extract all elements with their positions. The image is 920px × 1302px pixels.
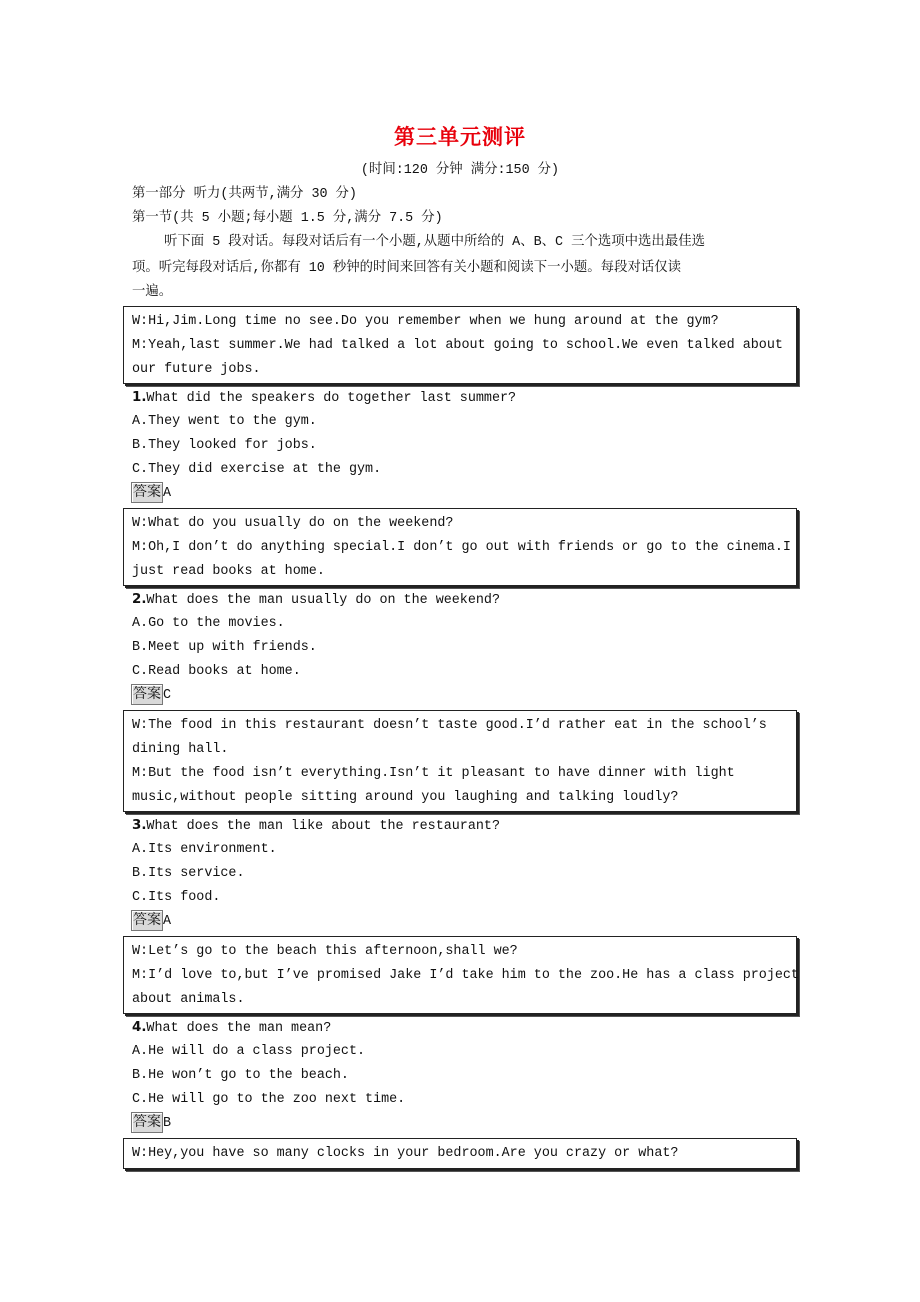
option: C.Read books at home.	[132, 664, 301, 679]
option: B.Its service.	[132, 866, 245, 881]
dialogue-box	[123, 936, 797, 1014]
instructions-line: 一遍。	[132, 285, 173, 300]
instructions-line: 项。听完每段对话后,你都有 10 秒钟的时间来回答有关小题和阅读下一小题。每段对话仅读	[132, 261, 682, 276]
page-title: 第三单元测评	[394, 125, 526, 149]
answer-value: A	[163, 486, 172, 502]
question-number: 4.	[132, 1020, 147, 1035]
option: B.Meet up with friends.	[132, 640, 317, 655]
answer-row	[131, 684, 171, 708]
dialogue-box	[123, 710, 797, 812]
dialogue-line: W:The food in this restaurant doesn’t taste good.I’d rather eat in the school’s	[132, 718, 767, 733]
option: A.Its environment.	[132, 842, 277, 857]
dialogue-line: M:Yeah,last summer.We had talked a lot about going to school.We even talked about	[132, 338, 783, 353]
question-number: 3.	[132, 818, 147, 833]
dialogue-box	[123, 1138, 797, 1169]
section-heading: 第一节(共 5 小题;每小题 1.5 分,满分 7.5 分)	[132, 211, 443, 226]
option: C.They did exercise at the gym.	[132, 462, 382, 477]
option: A.Go to the movies.	[132, 616, 285, 631]
answer-badge: 答案	[131, 684, 163, 705]
instructions-line: 听下面 5 段对话。每段对话后有一个小题,从题中所给的 A、B、C 三个选项中选出最佳选	[164, 235, 705, 250]
dialogue-line: about animals.	[132, 992, 245, 1007]
dialogue-line: dining hall.	[132, 742, 229, 757]
dialogue-line: music,without people sitting around you laughing and talking loudly?	[132, 790, 679, 805]
answer-row	[131, 910, 171, 934]
question	[132, 814, 500, 838]
answer-badge: 答案	[131, 482, 163, 503]
dialogue-line: W:Hi,Jim.Long time no see.Do you remember when we hung around at the gym?	[132, 314, 719, 329]
dialogue-line: M:I’d love to,but I’ve promised Jake I’d take him to the zoo.He has a class project	[132, 968, 799, 983]
dialogue-line: M:Oh,I don’t do anything special.I don’t go out with friends or go to the cinema.I	[132, 540, 791, 555]
question-text: What does the man usually do on the weekend?	[146, 593, 500, 608]
question-number: 1.	[132, 390, 147, 405]
question	[132, 1016, 331, 1040]
answer-row	[131, 482, 171, 506]
question-text: What does the man mean?	[146, 1021, 332, 1036]
option: B.They looked for jobs.	[132, 438, 317, 453]
question	[132, 588, 500, 612]
option: A.They went to the gym.	[132, 414, 317, 429]
answer-badge: 答案	[131, 910, 163, 931]
option: C.Its food.	[132, 890, 221, 905]
dialogue-line: W:Let’s go to the beach this afternoon,shall we?	[132, 944, 518, 959]
question	[132, 386, 516, 410]
option: B.He won’t go to the beach.	[132, 1068, 349, 1083]
option: A.He will do a class project.	[132, 1044, 366, 1059]
dialogue-box	[123, 306, 797, 384]
question-text: What did the speakers do together last summer?	[146, 391, 517, 406]
exam-time-score: (时间:120 分钟 满分:150 分)	[360, 163, 560, 178]
dialogue-line: W:Hey,you have so many clocks in your bedroom.Are you crazy or what?	[132, 1146, 679, 1161]
option: C.He will go to the zoo next time.	[132, 1092, 406, 1107]
answer-badge: 答案	[131, 1112, 163, 1133]
dialogue-line: just read books at home.	[132, 564, 325, 579]
dialogue-line: M:But the food isn’t everything.Isn’t it pleasant to have dinner with light	[132, 766, 735, 781]
answer-value: B	[163, 1116, 172, 1132]
answer-value: A	[163, 914, 172, 930]
dialogue-box	[123, 508, 797, 586]
dialogue-line: our future jobs.	[132, 362, 261, 377]
dialogue-line: W:What do you usually do on the weekend?	[132, 516, 454, 531]
answer-row	[131, 1112, 171, 1136]
question-number: 2.	[132, 592, 147, 607]
question-text: What does the man like about the restaurant?	[146, 819, 500, 834]
part-heading: 第一部分 听力(共两节,满分 30 分)	[132, 187, 357, 202]
answer-value: C	[163, 688, 172, 704]
